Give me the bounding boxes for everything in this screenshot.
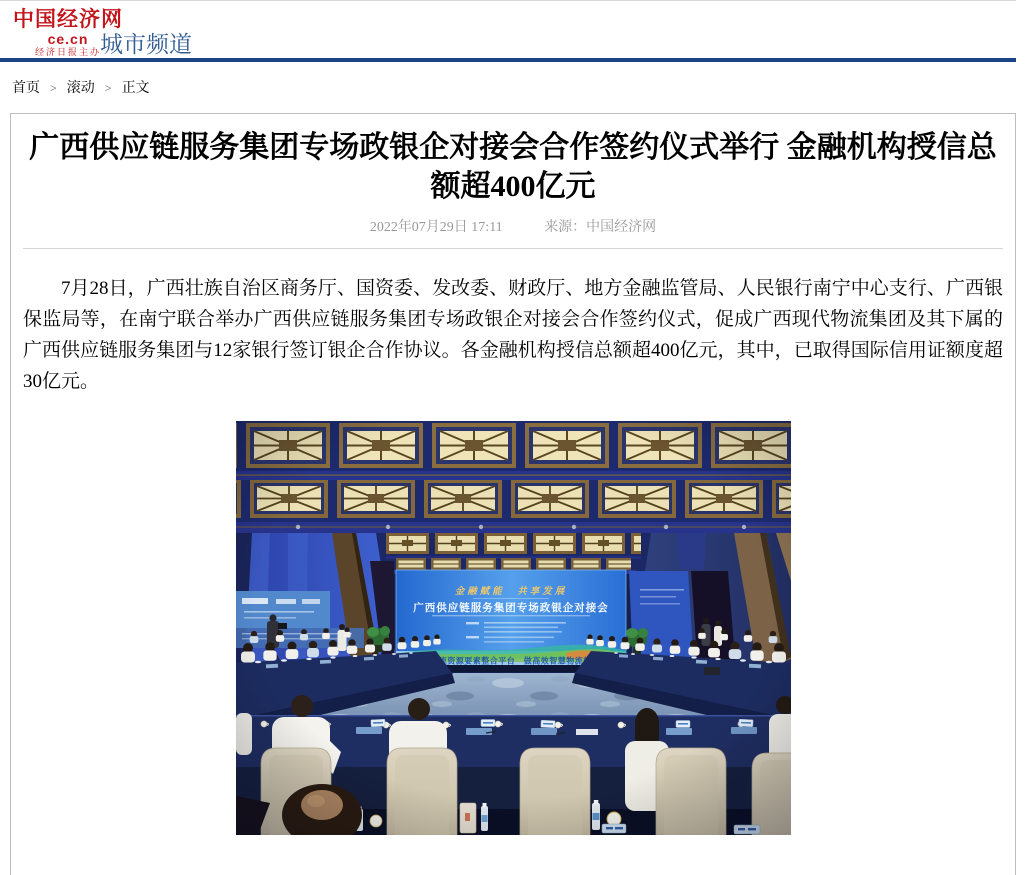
- breadcrumb-current: 正文: [121, 81, 150, 96]
- breadcrumb-home-link[interactable]: 首页: [12, 81, 40, 96]
- breadcrumb: [12, 77, 1030, 97]
- article-paragraph: 7月28日，广西壮族自治区商务厅、国资委、发改委、财政厅、地方金融监管局、人民银行南宁中心支行、广西银保监局等，在南宁联合举办广西供应链服务集团专场政银企对接会合作签约仪式，促成广西现代物流集团及其下属的广西供应链服务集团与12家银行签订银企合作协议。各金融机构授信总额超400亿元，其中，已取得国际信用证额度超30亿元。: [23, 278, 1003, 392]
- photo-vignette: [236, 421, 791, 835]
- publish-date: 2022年07月29日 17:11: [369, 220, 503, 235]
- conference-photo-svg: [236, 421, 791, 835]
- logo-sponsor: 经济日报主办: [34, 47, 101, 57]
- article-source: 来源：中国经济网: [544, 220, 657, 235]
- conference-photo: [236, 421, 791, 835]
- article-container: [10, 113, 1016, 875]
- channel-title: 城市频道: [100, 31, 192, 57]
- logo-name: 中国经济网: [13, 7, 123, 31]
- breadcrumb-separator: >: [104, 81, 112, 95]
- breadcrumb-roll-link[interactable]: 滚动: [66, 81, 95, 96]
- article-meta: [23, 216, 1003, 236]
- meta-divider: [23, 248, 1003, 249]
- logo-domain: ce.cn: [47, 31, 89, 47]
- breadcrumb-separator: >: [50, 81, 57, 95]
- site-header: [0, 1, 1016, 58]
- article-title: 广西供应链服务集团专场政银企对接会合作签约仪式举行 金融机构授信总额超400亿元: [29, 131, 997, 203]
